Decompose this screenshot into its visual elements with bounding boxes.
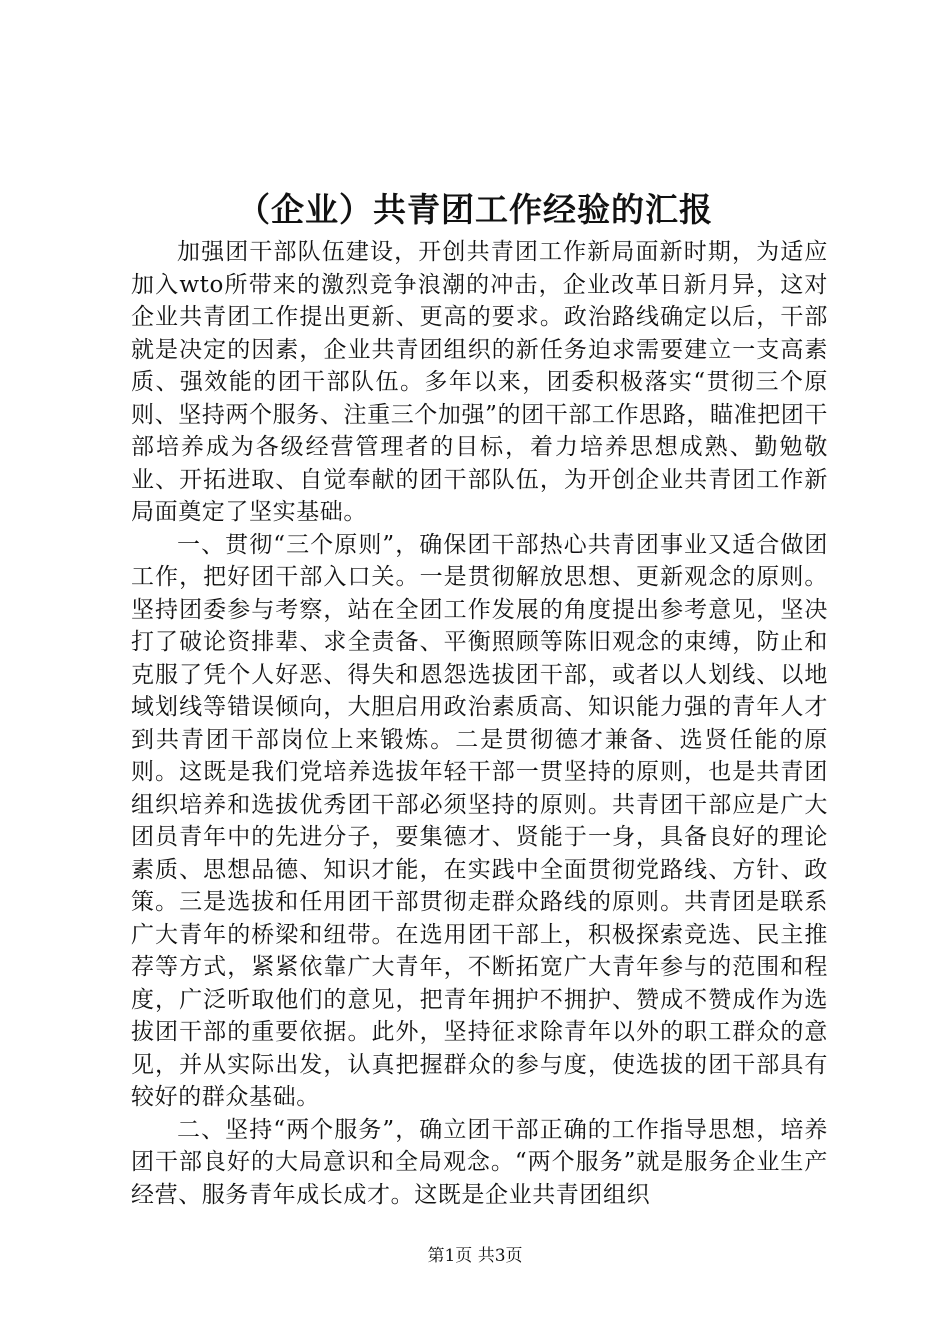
paragraph-section-one: 一、贯彻“三个原则”，确保团干部热心共青团事业又适合做团工作，把好团干部入口关。一是贯彻解放思想、更新观念的原则。坚持团委参与考察，站在全团工作发展的角度提出参考意见，坚决打了破论资排辈、求全责备、平衡照顾等陈旧观念的束缚，防止和克服了凭个人好恶、得失和恩怨选拔团干部，或者以人划线、以地域划线等错误倾向，大胆启用政治素质高、知识能力强的青年人才到共青团干部岗位上来锻炼。二是贯彻德才兼备、选贤任能的原则。这既是我们党培养选拔年轻干部一贯坚持的原则，也是共青团组织培养和选拔优秀团干部必须坚持的原则。共青团干部应是广大团员青年中的先进分子，要集德才、贤能于一身，具备良好的理论素质、思想品德、知识才能，在实践中全面贯彻党路线、方针、政策。三是选拔和任用团干部贯彻走群众路线的原则。共青团是联系广大青年的桥梁和纽带。在选用团干部上，积极探索竞选、民主推荐等方式，紧紧依靠广大青年，不断拓宽广大青年参与的范围和程度，广泛听取他们的意见，把青年拥护不拥护、赞成不赞成作为选拔团干部的重要依据。此外，坚持征求除青年以外的职工群众的意见，并从实际出发，认真把握群众的参与度，使选拔的团干部具有较好的群众基础。 <box>131 531 828 1110</box>
paragraph-section-two: 二、坚持“两个服务”，确立团干部正确的工作指导思想，培养团干部良好的大局意识和全局观念。“两个服务”就是服务企业生产经营、服务青年成长成才。这既是企业共青团组织 <box>131 1116 828 1208</box>
paragraph-intro: 加强团干部队伍建设，开创共青团工作新局面新时期，为适应加入wto所带来的激烈竞争浪潮的冲击，企业改革日新月异，这对企业共青团工作提出更新、更高的要求。政治路线确定以后，干部就是决定的因素，企业共青团组织的新任务迫求需要建立一支高素质、强效能的团干部队伍。多年以来，团委积极落实“贯彻三个原则、坚持两个服务、注重三个加强”的团干部工作思路，瞄准把团干部培养成为各级经营管理者的目标，着力培养思想成熟、勤勉敬业、开拓进取、自觉奉献的团干部队伍，为开创企业共青团工作新局面奠定了坚实基础。 <box>131 239 828 525</box>
document-body <box>131 236 828 1211</box>
document-title: （企业）共青团工作经验的汇报 <box>237 190 713 229</box>
page-footer <box>0 1244 950 1268</box>
page-indicator: 第1页 共3页 <box>427 1246 523 1266</box>
